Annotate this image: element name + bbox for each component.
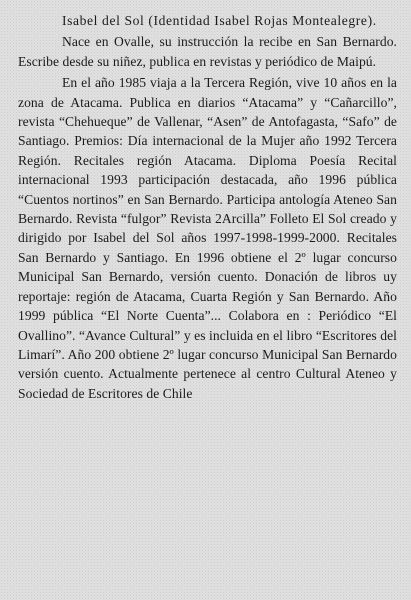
paragraph-birth: Nace en Ovalle, su instrucción la recibe en San Bernardo. Escribe desde su niñez, publica en revistas y periódico de Maipú. xyxy=(18,34,397,69)
paragraph-career: En el año 1985 viaja a la Tercera Región, vive 10 años en la zona de Atacama. Publica en diarios “Atacama” y “Cañarcillo”, revista “Chehueque” de Vallenar, “Asen” de Antofagasta, “Safo” de Santiago. Premios: Día internacional de la Mujer año 1992 Tercera Región. Recitales región Atacama. Diploma Poesía Recital internacional 1993 participación destacada, año 1996 pública “Cuentos nortinos” en San Bernardo. Participa antología Ateneo San Bernardo. Revista “fulgor” Revista 2Arcilla” Folleto El Sol creado y dirigido por Isabel del Sol años 1997-1998-1999-2000. Recitales San Bernardo y Santiago. En 1996 obtiene el 2º lugar concurso Municipal San Bernardo, versión cuento. Donación de libros uy reportaje: región de Atacama, Cuarta Región y San Bernardo. Año 1999 pública “El Norte Cuenta”... Colabora en : Periódico “El Ovallino”. “Avance Cultural” y es incluida en el libro “Escritores del Limarí”. Año 200 obtiene 2º lugar concurso Municipal San Bernardo versión cuento. Actualmente pertenece al centro Cultural Ateneo y Sociedad de Escritores de Chile xyxy=(18,75,397,401)
article-heading: Isabel del Sol (Identidad Isabel Rojas Montealegre). xyxy=(62,13,377,28)
biography-article xyxy=(18,11,397,403)
